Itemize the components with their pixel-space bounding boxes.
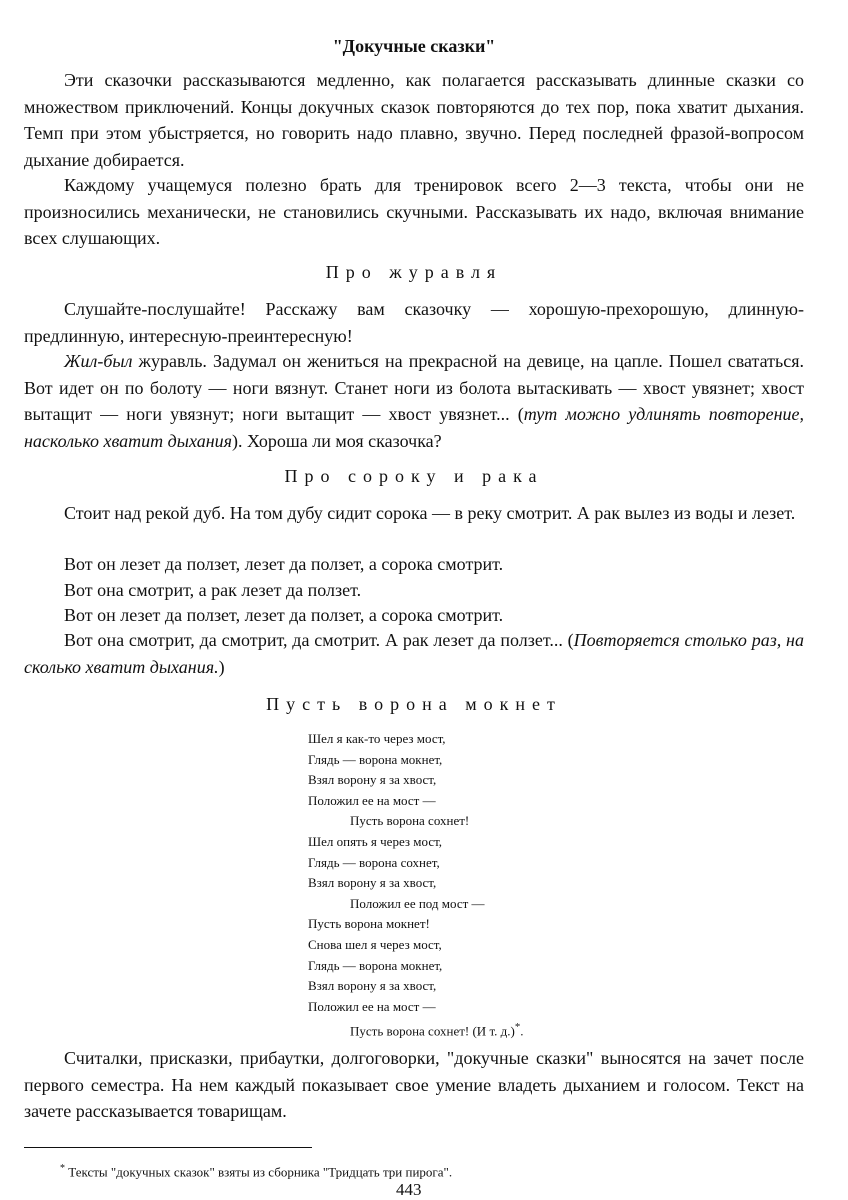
soroka-line-2: Вот она смотрит, а рак лезет да ползет.	[64, 580, 362, 600]
poem-line: Взял ворону я за хвост,	[308, 772, 437, 788]
soroka-italic-note: Повторяется столько раз, на сколько хватит дыхания.	[24, 630, 804, 677]
soroka-text: Вот она смотрит, да смотрит, да смотрит. А рак лезет да ползет... (	[64, 630, 574, 650]
document-title: "Докучные сказки"	[332, 36, 496, 56]
soroka-line-3: Вот он лезет да ползет, лезет да ползет, а сорока смотрит.	[64, 605, 504, 625]
poem-vorona	[308, 729, 628, 1042]
zhuravl-italic-start: Жил-был	[64, 351, 133, 371]
poem-line: Положил ее под мост —	[350, 895, 485, 911]
section-heading-soroka: Про сороку и рака	[284, 466, 544, 486]
poem-line: Глядь — ворона сохнет,	[308, 854, 440, 870]
section-heading-vorona: Пусть ворона мокнет	[266, 694, 562, 714]
poem-line: Шел я как-то через мост,	[308, 731, 446, 746]
poem-line: Глядь — ворона мокнет,	[308, 751, 443, 767]
footnote-mark: *	[60, 1163, 65, 1174]
document-page	[24, 0, 804, 1200]
soroka-line-1: Вот он лезет да ползет, лезет да ползет, а сорока смотрит.	[64, 554, 504, 574]
poem-line: Шел опять я через мост,	[308, 833, 443, 849]
intro-paragraph-2: Каждому учащемуся полезно брать для тренировок всего 2—3 текста, чтобы они не произносились механически, не становились скучными. Рассказывать их надо, включая внимание всех слушающих.	[24, 175, 804, 248]
footnote-text: Тексты "докучных сказок" взяты из сборника "Тридцать три пирога".	[65, 1164, 453, 1180]
zhuravl-text-end: ). Хороша ли моя сказочка?	[232, 430, 442, 451]
section-heading-zhuravl: Про журавля	[325, 262, 503, 282]
footnote	[60, 1160, 452, 1181]
poem-line: Глядь — ворона мокнет,	[308, 957, 443, 973]
poem-line: Пусть ворона мокнет!	[308, 916, 430, 932]
footnote-divider	[24, 1147, 312, 1148]
soroka-text-end: )	[218, 656, 225, 677]
poem-line: Положил ее на мост —	[308, 998, 436, 1014]
poem-last-text: Пусть ворона сохнет! (И т. д.)	[350, 1023, 515, 1039]
poem-line: Взял ворону я за хвост,	[308, 875, 437, 891]
footnote-marker: *	[514, 1021, 521, 1034]
zhuravl-italic-note: тут можно удлинять повторение, насколько хватит дыхания	[24, 404, 804, 451]
poem-line: Взял ворону я за хвост,	[308, 978, 437, 994]
page-number: 443	[396, 1180, 422, 1199]
poem-line-last: Пусть ворона сохнет! (И т. д.)*.	[350, 1021, 524, 1039]
soroka-paragraph-1: Стоит над рекой дуб. На том дубу сидит сорока — в реку смотрит. А рак вылез из воды и лезет.	[64, 503, 796, 523]
poem-line: Пусть ворона сохнет!	[350, 813, 470, 829]
intro-paragraph-1: Эти сказочки рассказываются медленно, как полагается рассказывать длинные сказки со множеством приключений. Концы докучных сказок повторяются до тех пор, пока хватит дыхания. Темп при этом убыстряется, но говорить надо плавно, звучно. Перед последней фразой-вопросом дыхание добирается.	[24, 70, 804, 170]
poem-line: Снова шел я через мост,	[308, 936, 442, 952]
soroka-paragraph-2	[24, 627, 804, 680]
closing-paragraph: Считалки, присказки, прибаутки, долгоговорки, "докучные сказки" выносятся на зачет после первого семестра. На нем каждый показывает свое умение владеть дыханием и голосом. Текст на зачете рассказывается товарищам.	[24, 1048, 804, 1121]
zhuravl-paragraph-2	[24, 348, 804, 454]
zhuravl-text: журавль. Задумал он жениться на прекрасной на девице, на цапле. Пошел свататься. Вот идет он по болоту — ноги вязнут. Станет ноги из болота вытаскивать — хвост увязнет; хвост вытащит — ноги увязнут; ноги вытащит — хвост увязнет... (	[24, 351, 804, 424]
zhuravl-paragraph-1: Слушайте-послушайте! Расскажу вам сказочку — хорошую-прехорошую, длинную-предлинную, интересную-преинтересную!	[24, 299, 804, 346]
poem-line: Положил ее на мост —	[308, 792, 436, 808]
